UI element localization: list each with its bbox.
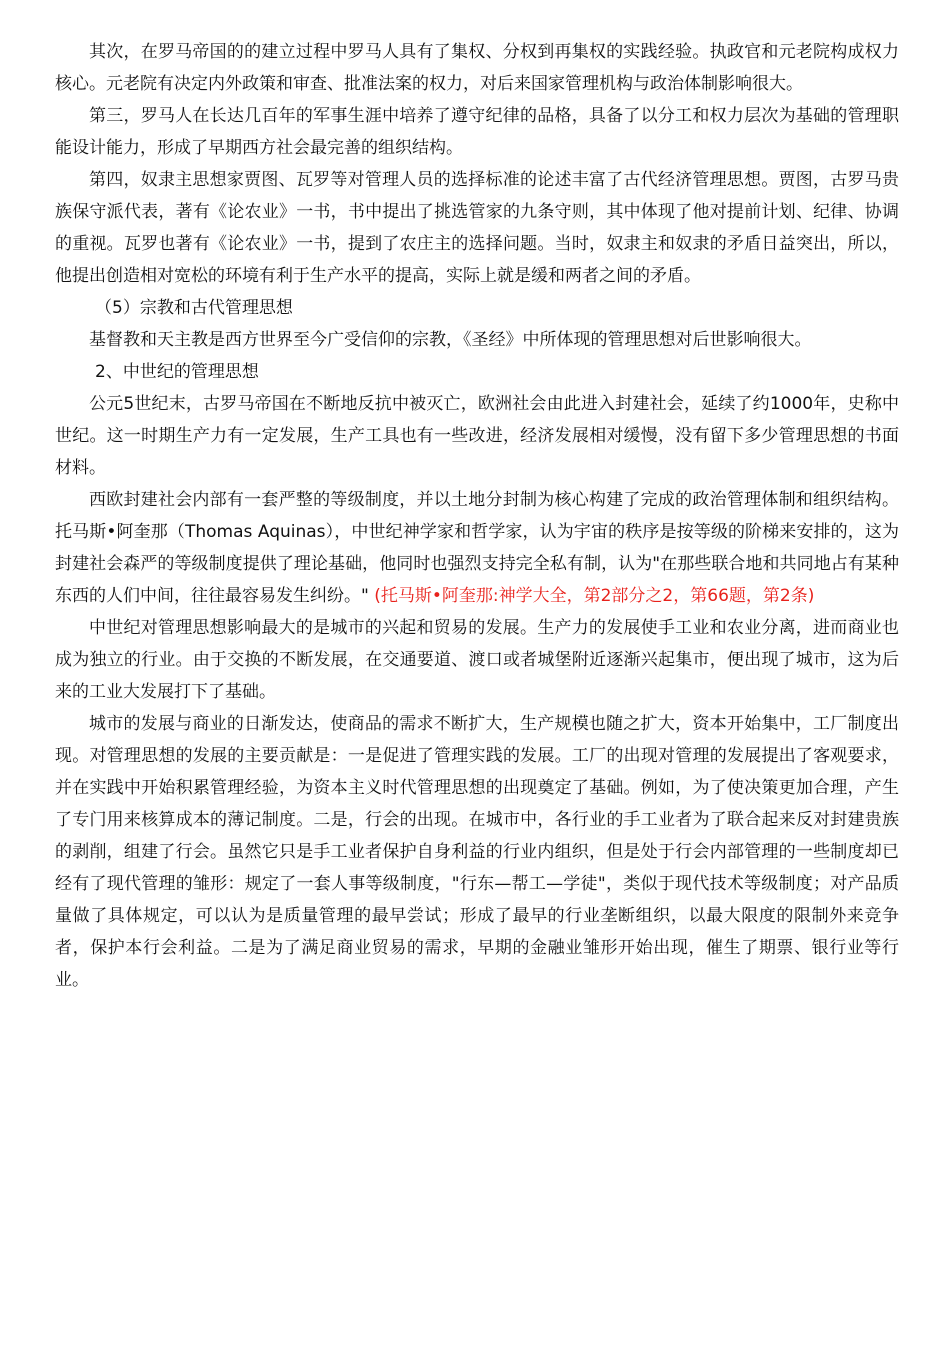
paragraph-slave-thinkers: 第四，奴隶主思想家贾图、瓦罗等对管理人员的选择标准的论述丰富了古代经济管理思想。贾图，古罗马贵族保守派代表，著有《论农业》一书，书中提出了挑选管家的九条守则，其中体现了他对提前计划、纪律、协调的重视。瓦罗也著有《论农业》一书，提到了农庄主的选择问题。当时，奴隶主和奴隶的矛盾日益突出，所以，他提出创造相对宽松的环境有利于生产水平的提高，实际上就是缓和两者之间的矛盾。 bbox=[55, 170, 899, 286]
aquinas-text: 西欧封建社会内部有一套严整的等级制度，并以土地分封制为核心构建了完成的政治管理体制和组织结构。托马斯•阿奎那（Thomas Aquinas），中世纪神学家和哲学家，认为宇宙的秩序是按等级的阶梯来安排的，这为封建社会森严的等级制度提供了理论基础，他同时也强烈支持完全私有制，认为"在那些联合地和共同地占有某种东西的人们中间，往往最容易发生纠纷。" bbox=[55, 490, 899, 606]
section-heading-medieval: 2、中世纪的管理思想 bbox=[95, 362, 259, 382]
paragraph-roman-military: 第三，罗马人在长达几百年的军事生涯中培养了遵守纪律的品格，具备了以分工和权力层次为基础的管理职能设计能力，形成了早期西方社会最完善的组织结构。 bbox=[55, 106, 899, 158]
paragraph-roman-power: 其次，在罗马帝国的的建立过程中罗马人具有了集权、分权到再集权的实践经验。执政官和元老院构成权力核心。元老院有决定内外政策和审查、批准法案的权力，对后来国家管理机构与政治体制影响很大。 bbox=[55, 42, 899, 94]
section-heading-religion: （5）宗教和古代管理思想 bbox=[95, 298, 293, 318]
citation-reference: (托马斯•阿奎那:神学大全，第2部分之2，第66题，第2条) bbox=[374, 586, 815, 606]
paragraph-cities-trade: 中世纪对管理思想影响最大的是城市的兴起和贸易的发展。生产力的发展使手工业和农业分离，进而商业也成为独立的行业。由于交换的不断发展，在交通要道、渡口或者城堡附近逐渐兴起集市，便出现了城市，这为后来的工业大发展打下了基础。 bbox=[55, 618, 899, 702]
paragraph-factory-guild: 城市的发展与商业的日渐发达，使商品的需求不断扩大，生产规模也随之扩大，资本开始集中，工厂制度出现。对管理思想的发展的主要贡献是：一是促进了管理实践的发展。工厂的出现对管理的发展提出了客观要求，并在实践中开始积累管理经验，为资本主义时代管理思想的出现奠定了基础。例如，为了使决策更加合理，产生了专门用来核算成本的薄记制度。二是，行会的出现。在城市中，各行业的手工业者为了联合起来反对封建贵族的剥削，组建了行会。虽然它只是手工业者保护自身利益的行业内组织，但是处于行会内部管理的一些制度却已经有了现代管理的雏形：规定了一套人事等级制度，"行东—帮工—学徒"，类似于现代技术等级制度；对产品质量做了具体规定，可以认为是质量管理的最早尝试；形成了最早的行业垄断组织，以最大限度的限制外来竞争者，保护本行会利益。二是为了满足商业贸易的需求，早期的金融业雏形开始出现，催生了期票、银行业等行业。 bbox=[55, 714, 899, 990]
paragraph-religion: 基督教和天主教是西方世界至今广受信仰的宗教，《圣经》中所体现的管理思想对后世影响很大。 bbox=[89, 330, 812, 350]
paragraph-medieval-intro: 公元5世纪末，古罗马帝国在不断地反抗中被灭亡，欧洲社会由此进入封建社会，延续了约1000年，史称中世纪。这一时期生产力有一定发展，生产工具也有一些改进，经济发展相对缓慢，没有留下多少管理思想的书面材料。 bbox=[55, 394, 899, 478]
paragraph-aquinas bbox=[55, 484, 899, 612]
